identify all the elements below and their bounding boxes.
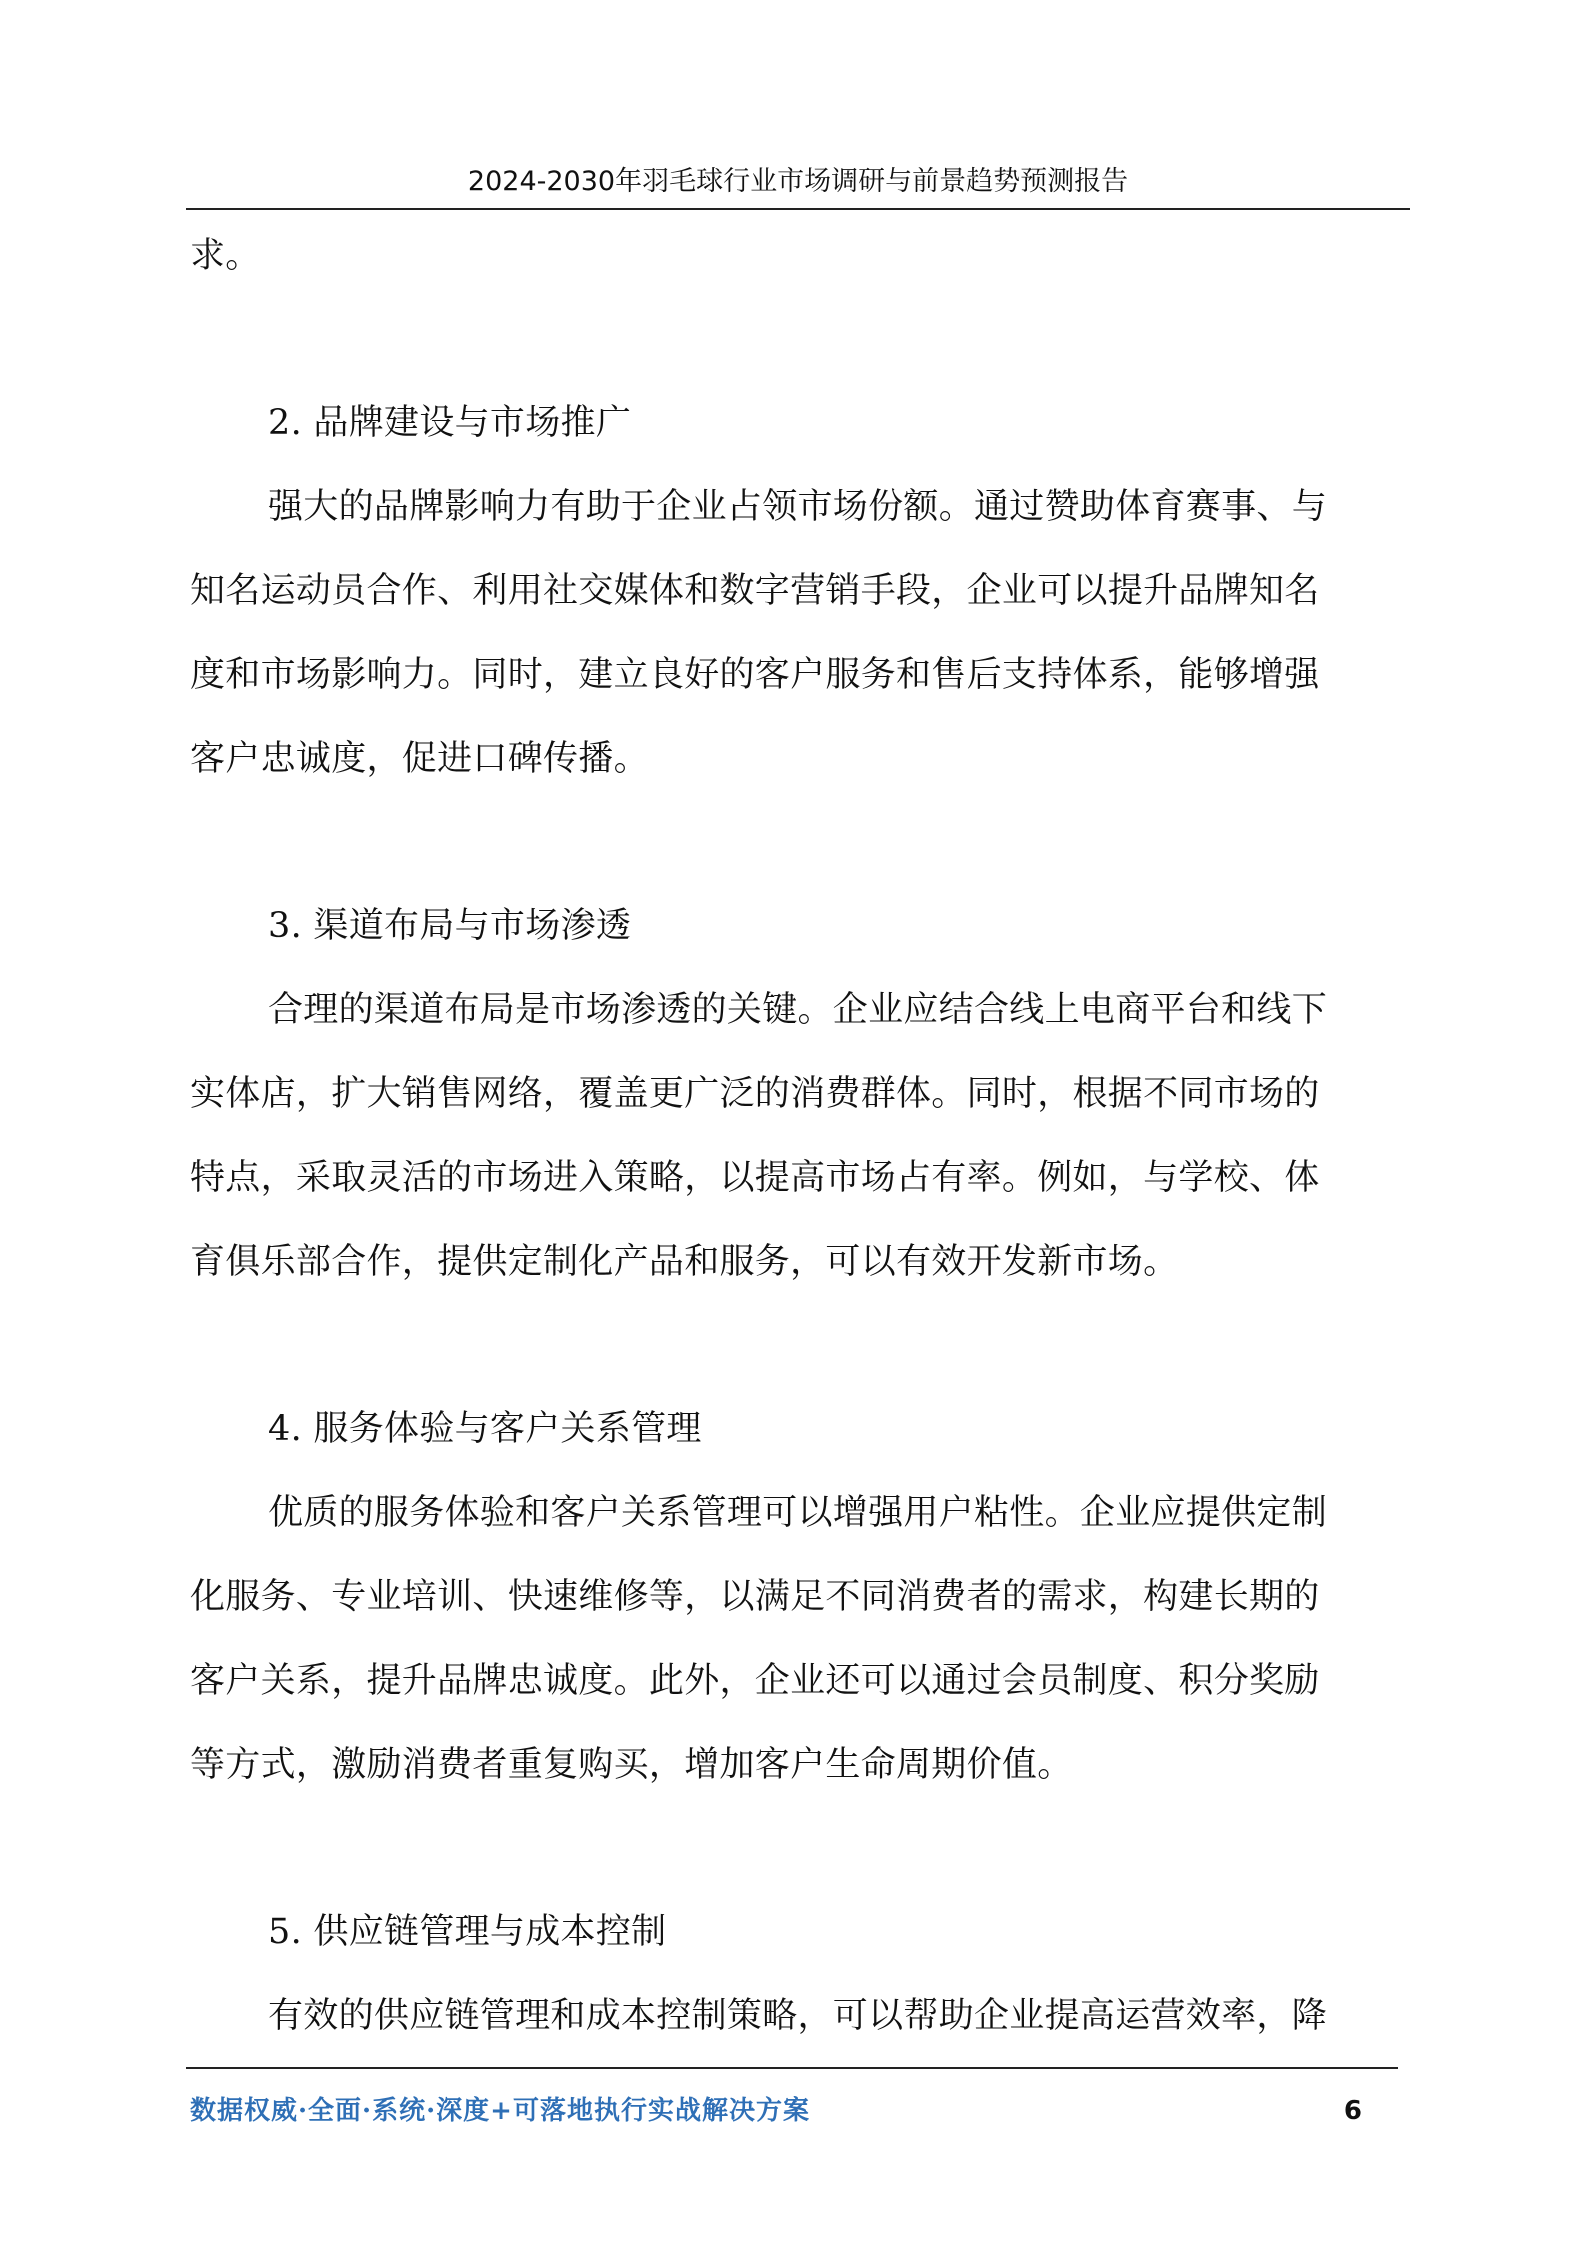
paragraph-line: 客户关系，提升品牌忠诚度。此外，企业还可以通过会员制度、积分奖励	[190, 1661, 1320, 1701]
paragraph-line: 强大的品牌影响力有助于企业占领市场份额。通过赞助体育赛事、与	[268, 487, 1328, 527]
report-title: 2024-2030年羽毛球行业市场调研与前景趋势预测报告	[467, 166, 1129, 197]
page-header	[186, 164, 1410, 210]
section-heading-channel: 3. 渠道布局与市场渗透	[268, 906, 632, 946]
carry-over-text: 求。	[190, 236, 261, 276]
page-footer	[186, 2067, 1398, 2126]
section-heading-brand: 2. 品牌建设与市场推广	[268, 403, 632, 443]
paragraph-line: 等方式，激励消费者重复购买，增加客户生命周期价值。	[190, 1745, 1073, 1785]
paragraph-line: 特点，采取灵活的市场进入策略，以提高市场占有率。例如，与学校、体	[190, 1158, 1320, 1198]
paragraph-line: 合理的渠道布局是市场渗透的关键。企业应结合线上电商平台和线下	[268, 990, 1328, 1030]
paragraph-line: 度和市场影响力。同时，建立良好的客户服务和售后支持体系，能够增强	[190, 655, 1320, 695]
section-heading-service: 4. 服务体验与客户关系管理	[268, 1409, 702, 1449]
paragraph-line: 客户忠诚度，促进口碑传播。	[190, 739, 649, 779]
page-number: 6	[1343, 2096, 1362, 2126]
paragraph-line: 育俱乐部合作，提供定制化产品和服务，可以有效开发新市场。	[190, 1242, 1179, 1282]
paragraph-line: 化服务、专业培训、快速维修等，以满足不同消费者的需求，构建长期的	[190, 1577, 1320, 1617]
paragraph-line: 优质的服务体验和客户关系管理可以增强用户粘性。企业应提供定制	[268, 1493, 1328, 1533]
paragraph-line: 实体店，扩大销售网络，覆盖更广泛的消费群体。同时，根据不同市场的	[190, 1074, 1320, 1114]
footer-slogan: 数据权威·全面·系统·深度+可落地执行实战解决方案	[190, 2096, 810, 2126]
section-heading-supply-chain: 5. 供应链管理与成本控制	[268, 1912, 667, 1952]
paragraph-line: 有效的供应链管理和成本控制策略，可以帮助企业提高运营效率，降	[268, 1996, 1328, 2036]
paragraph-line: 知名运动员合作、利用社交媒体和数字营销手段，企业可以提升品牌知名	[190, 571, 1320, 611]
